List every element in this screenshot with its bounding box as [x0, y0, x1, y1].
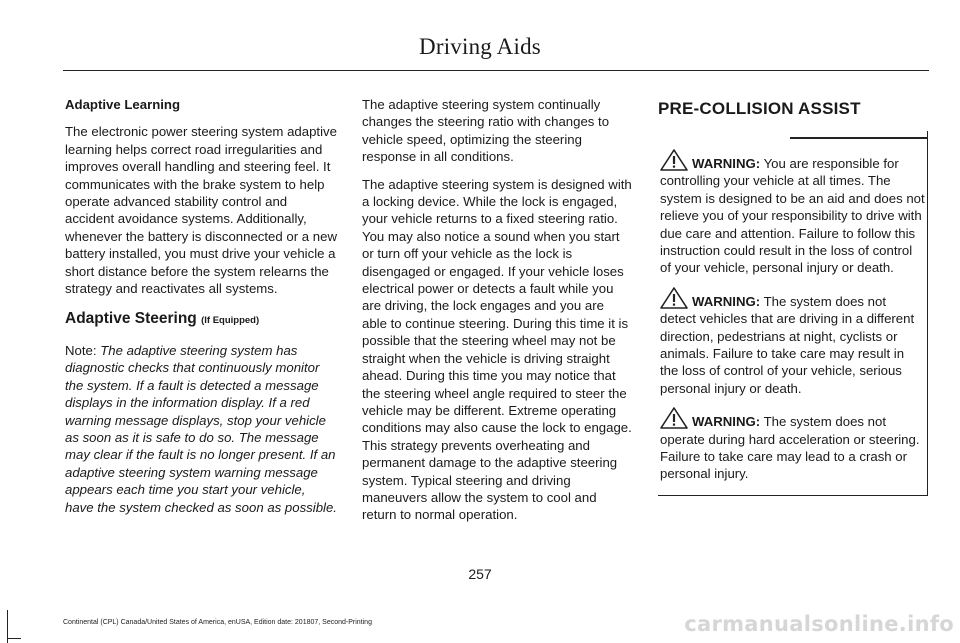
paragraph-locking-device: The adaptive steering system is designed with a locking device. While the lock is engaged, your vehicle returns to a fixed steering ratio. You may also notice a sound when you start or turn off your vehicle as the lock is disengaged or engaged. If your vehicle loses electrical power or detects a fault while you are driving, the lock engages and you are able to continue steering. During this time it is possible that the steering wheel may not be straight when the vehicle is driving straight ahead. During this time you may notice that the steering wheel angle required to steer the vehicle may be different. Extreme operating conditions may also cause the lock to engage. This strategy prevents overheating and permanent damage to the adaptive steering system. Typical steering and driving maneuvers allow the system to cool and return to normal operation. — [362, 176, 632, 523]
header-divider — [63, 70, 929, 71]
section-title-pre-collision: PRE-COLLISION ASSIST — [658, 99, 861, 118]
heading-text: Adaptive Steering — [65, 310, 197, 328]
paragraph-adaptive-learning: The electronic power steering system adaptive learning helps correct road irregularities and improves overall handling and steering feel. It communicates with the brake system to help operate advanced stability control and accident avoidance systems. Additionally, whenever the battery is disconnected or a new battery installed, you must drive your vehicle a short distance before the system relearns the strategy and reactivates all systems. — [65, 124, 337, 297]
warning-triangle-icon — [660, 149, 688, 171]
heading-suffix: (If Equipped) — [201, 315, 260, 327]
warning-triangle-icon — [660, 407, 688, 429]
warning-label: WARNING: — [692, 155, 761, 171]
warning-box-top-rule — [790, 137, 927, 139]
column-right — [658, 96, 928, 496]
heading-adaptive-steering — [65, 310, 337, 329]
note-paragraph — [65, 342, 337, 516]
paragraph-steering-ratio: The adaptive steering system continually changes the steering ratio with changes to vehicle speed, optimizing the steering response in all conditions. — [362, 97, 610, 165]
subheading-adaptive-learning: Adaptive Learning — [65, 97, 181, 112]
warning-item — [660, 407, 925, 483]
watermark-logo: carmanualsonline.info — [684, 612, 954, 636]
page-number: 257 — [468, 566, 492, 582]
warning-triangle-icon — [660, 287, 688, 309]
column-middle — [362, 96, 632, 534]
warning-text: You are responsible for controlling your vehicle at all times. The system is designed to be an aid and does not relieve you of your responsibility to drive with due care and attention. Failure to follow this instruction could result in the loss of control of your vehicle, personal injury or death. — [660, 155, 925, 276]
column-left — [65, 96, 337, 526]
note-label: Note: — [65, 342, 97, 358]
note-text: The adaptive steering system has diagnostic checks that continuously monitor the system. If a fault is detected a message displays in the information display. If a red warning message displays, stop your vehicle as soon as it is safe to do so. The message may clear if the fault is no longer present. If an adaptive steering system warning message appears each time you start your vehicle, have the system checked as soon as possible. — [65, 342, 337, 515]
page-title: Driving Aids — [419, 34, 541, 59]
warning-label: WARNING: — [692, 293, 761, 309]
warning-label: WARNING: — [692, 414, 761, 430]
edition-footer: Continental (CPL) Canada/United States of America, enUSA, Edition date: 201807, Second-Printing — [63, 619, 372, 626]
warning-text: The system does not operate during hard acceleration or steering. Failure to take care may lead to a crash or personal injury. — [660, 414, 920, 482]
warning-box — [658, 131, 928, 495]
warning-item — [660, 287, 925, 397]
crop-mark — [7, 638, 21, 639]
warning-text: The system does not detect vehicles that are driving in a different direction, pedestrians at night, cyclists or animals. Failure to take care may result in the loss of control of your vehicle, serious personal injury or death. — [660, 293, 915, 396]
warning-item — [660, 149, 925, 277]
